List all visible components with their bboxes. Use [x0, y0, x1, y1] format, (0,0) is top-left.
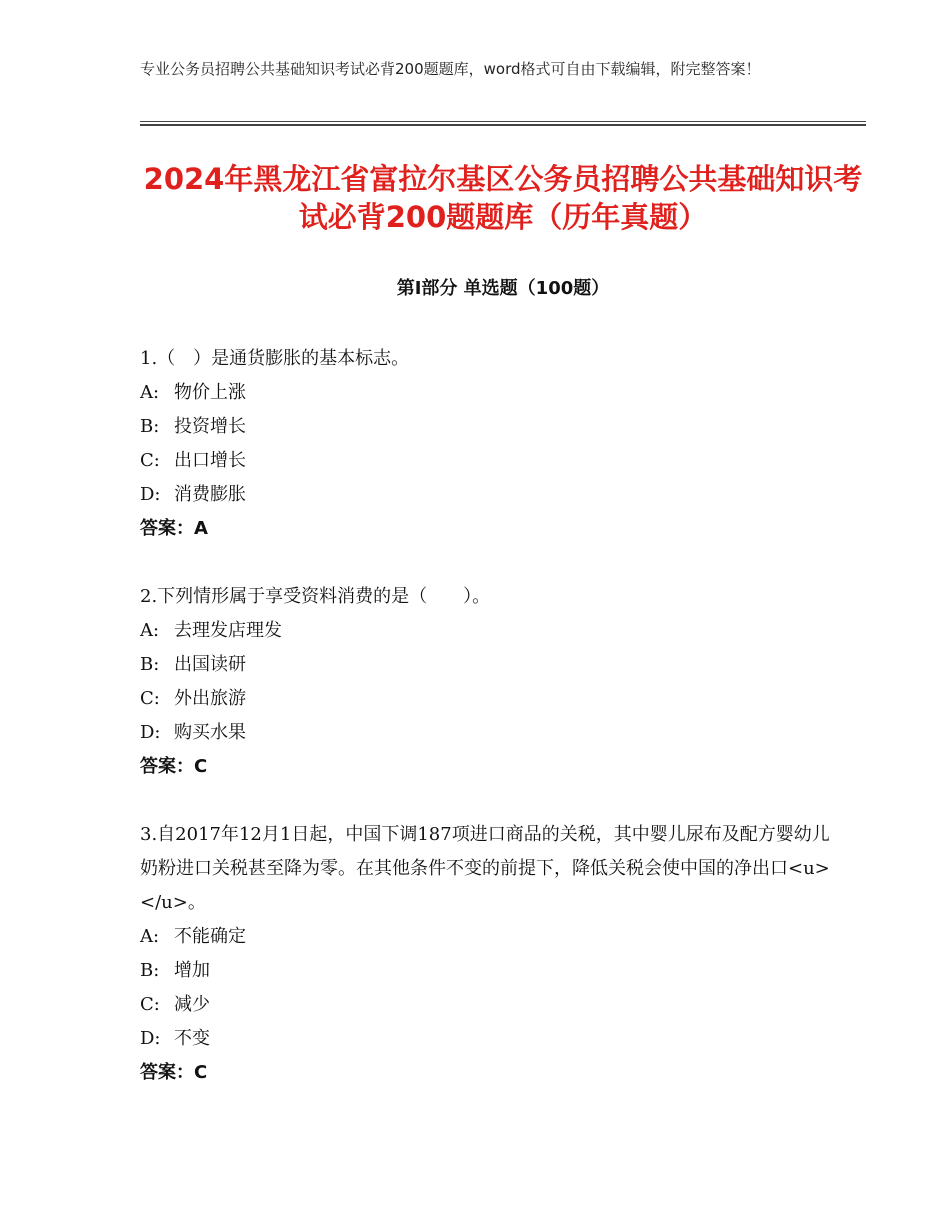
answer-line: 答案：A: [140, 518, 208, 539]
option-d: [140, 478, 830, 512]
option-a: [140, 614, 830, 648]
option-letter: A:: [140, 382, 160, 403]
option-letter: D:: [140, 484, 161, 505]
question-list: [140, 342, 884, 1124]
option-letter: C:: [140, 994, 160, 1015]
question-stem: 3.自2017年12月1日起，中国下调187项进口商品的关税，其中婴儿尿布及配方婴幼儿奶粉进口关税甚至降为零。在其他条件不变的前提下，降低关税会使中国的净出口<u> </u>。: [140, 824, 884, 913]
option-letter: B:: [140, 416, 160, 437]
option-b: [140, 410, 830, 444]
option-letter: B:: [140, 654, 160, 675]
answer-line: 答案：C: [140, 1062, 208, 1083]
section-title: 第Ⅰ部分 单选题（100题）: [396, 278, 610, 299]
option-letter: D:: [140, 1028, 161, 1049]
option-c: [140, 682, 830, 716]
header-note: 专业公务员招聘公共基础知识考试必背200题题库，word格式可自由下载编辑，附完整答案！: [140, 60, 761, 78]
option-text: 减少: [174, 994, 210, 1015]
option-text: 去理发店理发: [174, 620, 282, 641]
option-text: 不变: [174, 1028, 210, 1049]
question-3: [140, 818, 884, 1090]
option-text: 增加: [174, 960, 210, 981]
option-b: [140, 648, 830, 682]
option-text: 出国读研: [174, 654, 246, 675]
question-stem: 1.（ ）是通货膨胀的基本标志。: [140, 348, 410, 369]
document-title: 2024年黑龙江省富拉尔基区公务员招聘公共基础知识考试必背200题题库（历年真题）: [143, 162, 863, 234]
option-letter: C:: [140, 688, 160, 709]
option-a: [140, 376, 830, 410]
question-2: [140, 580, 830, 784]
option-text: 消费膨胀: [174, 484, 246, 505]
option-text: 外出旅游: [174, 688, 246, 709]
option-letter: D:: [140, 722, 161, 743]
option-letter: C:: [140, 450, 160, 471]
option-text: 物价上涨: [174, 382, 246, 403]
header-divider: [140, 121, 866, 126]
option-d: [140, 1022, 830, 1056]
option-letter: B:: [140, 960, 160, 981]
option-d: [140, 716, 830, 750]
option-letter: A:: [140, 926, 160, 947]
question-1: [140, 342, 830, 546]
question-stem: 2.下列情形属于享受资料消费的是（ ）。: [140, 586, 491, 607]
option-text: 投资增长: [174, 416, 246, 437]
option-a: [140, 920, 830, 954]
option-text: 不能确定: [174, 926, 246, 947]
option-c: [140, 988, 830, 1022]
option-text: 购买水果: [174, 722, 246, 743]
option-letter: A:: [140, 620, 160, 641]
answer-line: 答案：C: [140, 756, 208, 777]
option-text: 出口增长: [174, 450, 246, 471]
option-c: [140, 444, 830, 478]
option-b: [140, 954, 830, 988]
